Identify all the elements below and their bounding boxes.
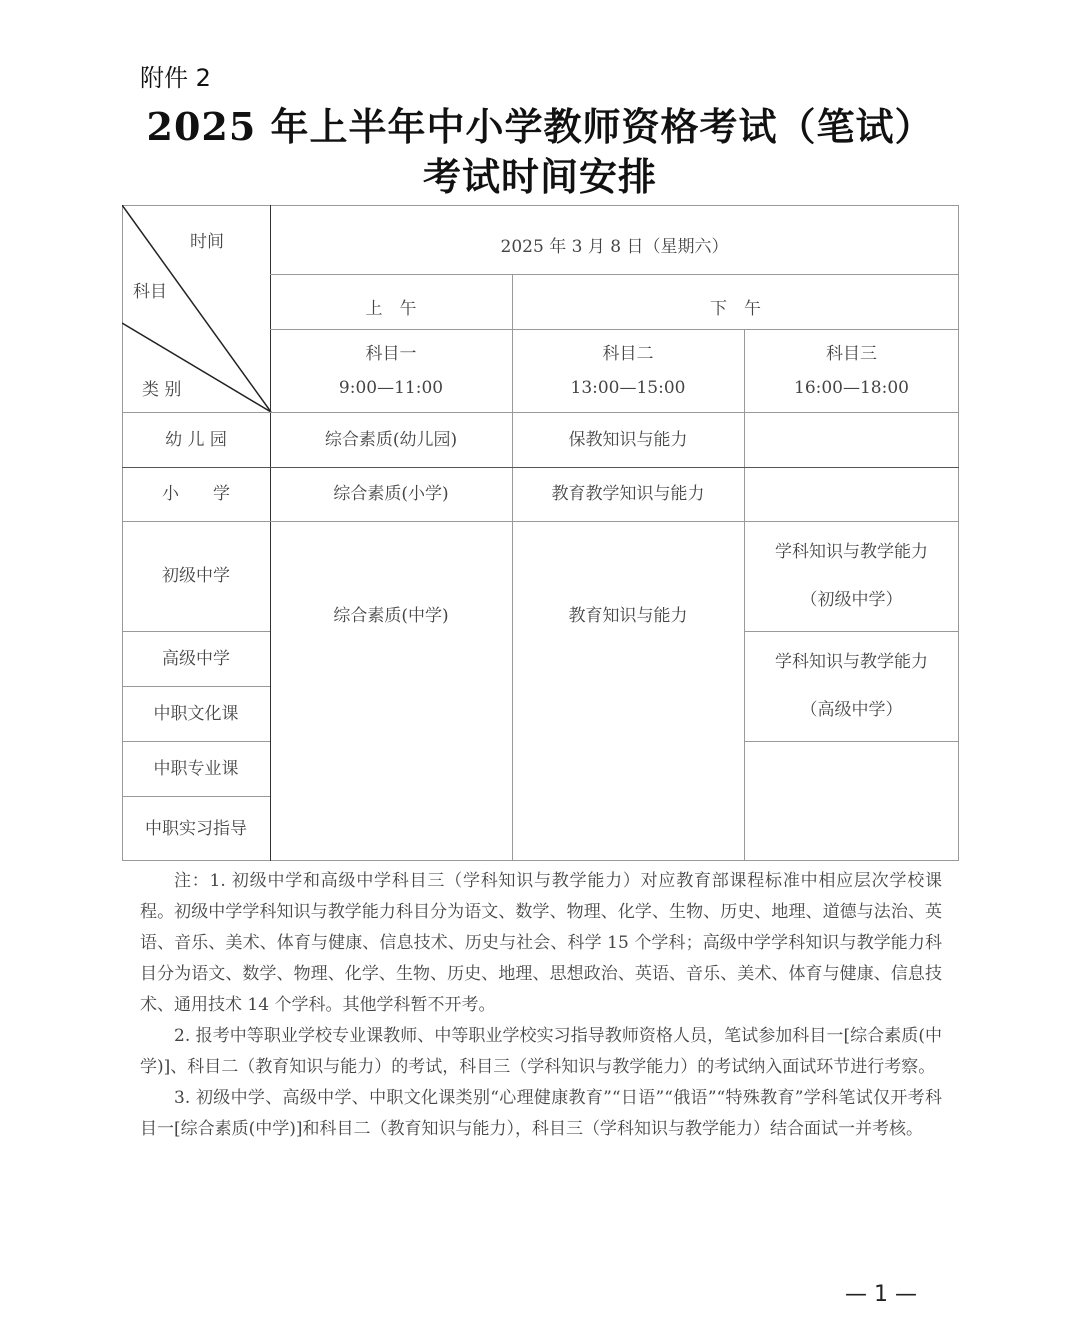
corner-label-time: 时间 xyxy=(190,232,224,252)
note-2: 2. 报考中等职业学校专业课教师、中等职业学校实习指导教师资格人员，笔试参加科目一[综合素质(中学)]、科目二（教育知识与能力）的考试，科目三（学科知识与教学能力）的考试纳入面试环节进行考察。 xyxy=(140,1026,942,1077)
subject-time: 9:00—11:00 xyxy=(338,377,444,398)
divider xyxy=(744,741,959,742)
cell-kindergarten-subject1 xyxy=(270,412,512,467)
category-label: 小 学 xyxy=(162,484,230,504)
cell-text: 学科知识与教学能力 xyxy=(775,652,928,672)
period-morning-text: 上 午 xyxy=(365,298,417,319)
cell-text: 教育知识与能力 xyxy=(568,606,688,626)
note-3: 3. 初级中学、高级中学、中职文化课类别“心理健康教育”“日语”“俄语”“特殊教育”学科笔试仅开考科目一[综合素质(中学)]和科目二（教育知识与能力），科目三（学科知识与教学能力）结合面试一并考核。 xyxy=(140,1088,942,1139)
category-primary xyxy=(122,467,270,521)
category-label: 幼 儿 园 xyxy=(165,429,227,450)
cell-text: 综合素质(中学) xyxy=(333,606,449,626)
page-number: — 1 — xyxy=(845,1282,917,1307)
subject-name: 科目三 xyxy=(826,343,877,364)
category-junior-high xyxy=(122,521,270,631)
cell-primary-subject1 xyxy=(270,467,512,521)
cell-secondary-subject2 xyxy=(512,521,744,711)
period-afternoon-text: 下 午 xyxy=(710,298,761,319)
document-title: 2025 年上半年中小学教师资格考试（笔试） xyxy=(146,104,934,149)
cell-junior-subject3 xyxy=(744,521,959,631)
subject-name: 科目二 xyxy=(602,343,654,364)
cell-primary-subject2 xyxy=(512,467,744,521)
cell-senior-subject3 xyxy=(744,631,959,741)
cell-secondary-subject1 xyxy=(270,521,512,711)
cell-kindergarten-subject2 xyxy=(512,412,744,467)
cell-text: （初级中学） xyxy=(800,590,903,610)
category-label: 高级中学 xyxy=(162,648,230,669)
category-senior-high xyxy=(122,631,270,686)
corner-label-category: 类 别 xyxy=(142,380,182,400)
category-vocational-culture xyxy=(122,686,270,741)
period-afternoon xyxy=(512,274,959,329)
category-kindergarten xyxy=(122,412,270,467)
subject-name: 科目一 xyxy=(365,343,417,364)
exam-schedule-table xyxy=(122,205,959,861)
note-1: 注：1. 初级中学和高级中学科目三（学科知识与教学能力）对应教育部课程标准中相应层次学校课程。初级中学学科知识与教学能力科目分为语文、数学、物理、化学、生物、历史、地理、道德与法治、英语、音乐、美术、体育与健康、信息技术、历史与社会、科学 15 个学科；高级中学学科知识与教学能力科目分为语文、数学、物理、化学、生物、历史、地理、思想政治、英语、音乐、美术、体育与健康、信息技术、通用技术 14 个学科。其他学科暂不开考。 xyxy=(140,871,942,1015)
subject-time: 13:00—15:00 xyxy=(570,377,686,398)
document-subtitle: 考试时间安排 xyxy=(422,154,657,199)
category-vocational-internship xyxy=(122,796,270,861)
cell-text: （高级中学） xyxy=(800,700,903,720)
corner-label-subject: 科目 xyxy=(133,282,167,302)
category-label: 初级中学 xyxy=(162,566,230,586)
category-label: 中职实习指导 xyxy=(145,818,247,839)
category-vocational-professional xyxy=(122,741,270,796)
period-morning xyxy=(270,274,512,329)
cell-text: 综合素质(幼儿园) xyxy=(324,429,458,450)
subject-time: 16:00—18:00 xyxy=(794,377,909,398)
cell-text: 学科知识与教学能力 xyxy=(775,542,928,562)
attachment-label: 附件 2 xyxy=(140,64,211,92)
notes-section xyxy=(140,866,942,1145)
subject-1-header xyxy=(270,329,512,412)
category-label: 中职专业课 xyxy=(153,758,239,779)
subject-2-header xyxy=(512,329,744,412)
subject-3-header xyxy=(744,329,959,412)
cell-text: 保教知识与能力 xyxy=(568,429,688,450)
category-label: 中职文化课 xyxy=(153,703,239,724)
cell-text: 教育教学知识与能力 xyxy=(551,484,705,504)
exam-date-text: 2025 年 3 月 8 日（星期六） xyxy=(500,237,729,257)
cell-text: 综合素质(小学) xyxy=(333,484,449,504)
